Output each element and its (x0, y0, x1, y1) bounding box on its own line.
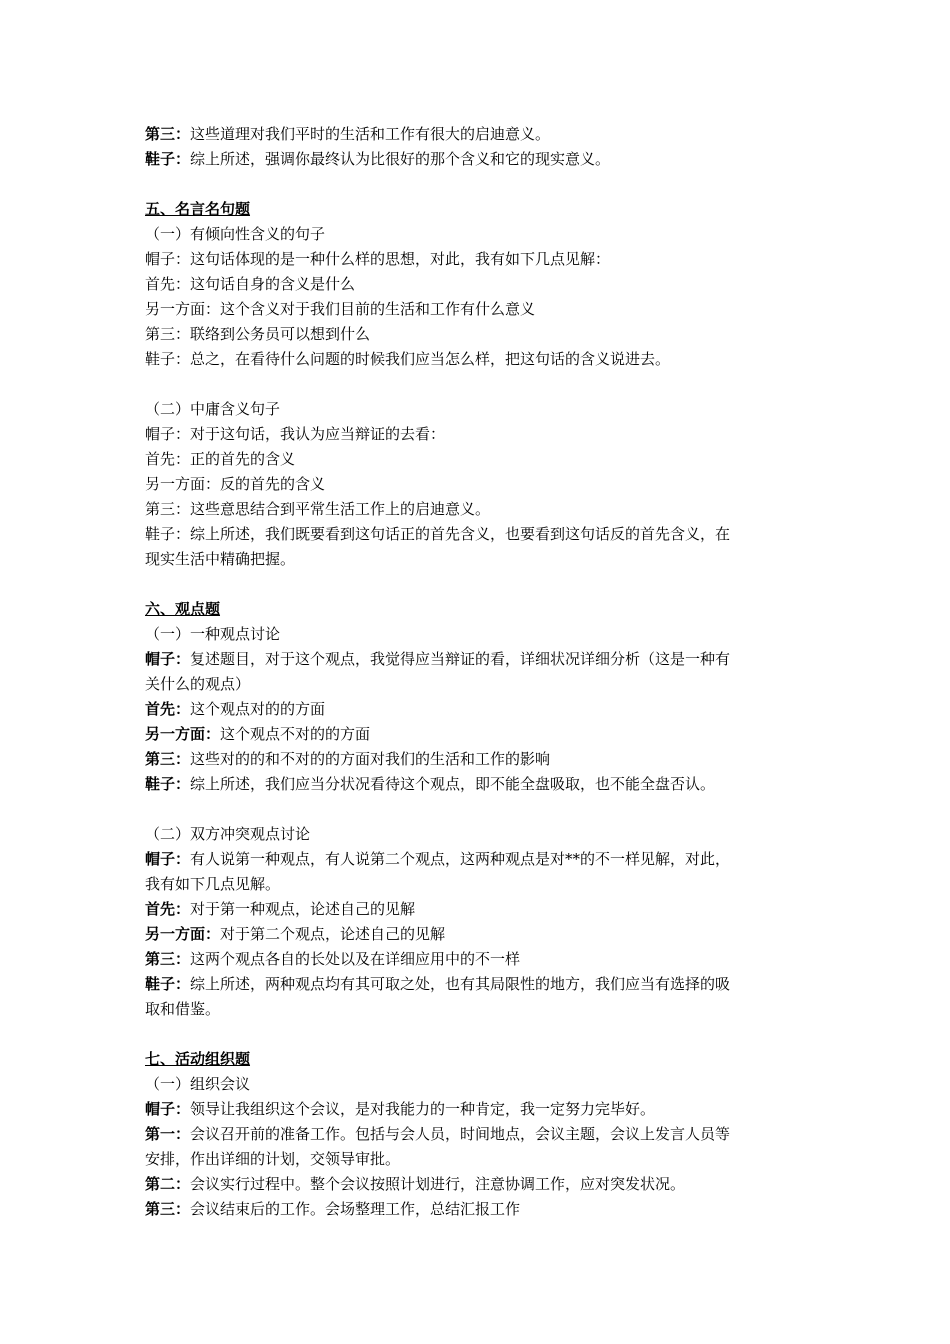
text-line (145, 872, 813, 897)
text-line (145, 147, 813, 172)
section-heading: 七、活动组织题 (145, 1050, 251, 1068)
text-line (145, 1097, 813, 1122)
text-line (145, 522, 813, 547)
line-text: 这个观点不对的的方面 (220, 725, 371, 743)
text-line (145, 272, 813, 297)
text-line (145, 497, 813, 522)
line-text: 现实生活中精确把握。 (145, 550, 296, 568)
text-line (145, 747, 813, 772)
line-text: 综上所述，强调你最终认为比很好的那个含义和它的现实意义。 (190, 150, 611, 168)
text-line (145, 897, 813, 922)
line-label: 第三： (145, 1200, 191, 1218)
line-text: 鞋子：总之，在看待什么问题的时候我们应当怎么样，把这句话的含义说进去。 (145, 350, 671, 368)
text-line (145, 647, 813, 672)
blank-line (145, 1022, 813, 1047)
line-text: 会议召开前的准备工作。包括与会人员，时间地点，会议主题，会议上发言人员等 (190, 1125, 731, 1143)
text-line (145, 347, 813, 372)
text-line (145, 247, 813, 272)
line-text: 有人说第一种观点，有人说第二个观点，这两种观点是对**的不一样见解，对此， (190, 850, 731, 868)
line-label: 鞋子： (145, 775, 191, 793)
text-line (145, 772, 813, 797)
text-line (145, 122, 813, 147)
line-text: 会议实行过程中。整个会议按照计划进行，注意协调工作，应对突发状况。 (190, 1175, 686, 1193)
text-line (145, 922, 813, 947)
text-line (145, 847, 813, 872)
text-line (145, 322, 813, 347)
line-text: 综上所述，我们应当分状况看待这个观点，即不能全盘吸取，也不能全盘否认。 (190, 775, 716, 793)
line-label: 鞋子： (145, 975, 191, 993)
line-text: 复述题目，对于这个观点，我觉得应当辩证的看，详细状况详细分析（这是一种有 (190, 650, 731, 668)
line-text: 对于第一种观点，论述自己的见解 (190, 900, 416, 918)
line-text: 首先：这句话自身的含义是什么 (145, 275, 356, 293)
text-line (145, 1072, 813, 1097)
text-line (145, 547, 813, 572)
line-label: 帽子： (145, 850, 191, 868)
line-text: （一）组织会议 (145, 1075, 251, 1093)
text-line (145, 697, 813, 722)
text-line (145, 972, 813, 997)
line-text: 取和借鉴。 (145, 1000, 221, 1018)
section-heading: 六、观点题 (145, 600, 221, 618)
line-label: 另一方面： (145, 925, 221, 943)
text-line (145, 1147, 813, 1172)
text-line (145, 397, 813, 422)
line-label: 第三： (145, 950, 191, 968)
blank-line (145, 172, 813, 197)
document-page (145, 122, 813, 1222)
line-text: 第三：联络到公务员可以想到什么 (145, 325, 371, 343)
text-line (145, 222, 813, 247)
line-text: （二）双方冲突观点讨论 (145, 825, 311, 843)
line-label: 鞋子： (145, 150, 191, 168)
text-line (145, 447, 813, 472)
line-label: 第三： (145, 750, 191, 768)
line-text: 这个观点对的的方面 (190, 700, 326, 718)
line-text: 另一方面：反的首先的含义 (145, 475, 326, 493)
line-label: 帽子： (145, 1100, 191, 1118)
blank-line (145, 572, 813, 597)
text-line (145, 722, 813, 747)
line-text: 关什么的观点） (145, 675, 251, 693)
text-line (145, 822, 813, 847)
line-text: 综上所述，两种观点均有其可取之处，也有其局限性的地方，我们应当有选择的吸 (190, 975, 731, 993)
line-text: 对于第二个观点，论述自己的见解 (220, 925, 446, 943)
line-text: 会议结束后的工作。会场整理工作，总结汇报工作 (190, 1200, 521, 1218)
text-line (145, 297, 813, 322)
line-text: 帽子：对于这句话，我认为应当辩证的去看： (145, 425, 446, 443)
line-text: 这些道理对我们平时的生活和工作有很大的启迪意义。 (190, 125, 551, 143)
text-line (145, 997, 813, 1022)
line-label: 第二： (145, 1175, 191, 1193)
text-line (145, 672, 813, 697)
section-heading: 五、名言名句题 (145, 200, 251, 218)
line-text: （一）有倾向性含义的句子 (145, 225, 326, 243)
line-text: 领导让我组织这个会议，是对我能力的一种肯定，我一定努力完毕好。 (190, 1100, 656, 1118)
line-text: 安排，作出详细的计划，交领导审批。 (145, 1150, 401, 1168)
line-text: （一）一种观点讨论 (145, 625, 281, 643)
line-text: 这两个观点各自的长处以及在详细应用中的不一样 (190, 950, 521, 968)
line-text: 第三：这些意思结合到平常生活工作上的启迪意义。 (145, 500, 491, 518)
text-line (145, 422, 813, 447)
blank-line (145, 372, 813, 397)
line-label: 另一方面： (145, 725, 221, 743)
line-text: 我有如下几点见解。 (145, 875, 281, 893)
line-text: 另一方面：这个含义对于我们目前的生活和工作有什么意义 (145, 300, 536, 318)
line-text: （二）中庸含义句子 (145, 400, 281, 418)
text-line (145, 1197, 813, 1222)
text-line (145, 622, 813, 647)
line-text: 这些对的的和不对的的方面对我们的生活和工作的影响 (190, 750, 551, 768)
line-label: 第一： (145, 1125, 191, 1143)
line-label: 首先： (145, 700, 191, 718)
text-line (145, 947, 813, 972)
text-line (145, 1172, 813, 1197)
blank-line (145, 797, 813, 822)
line-text: 首先：正的首先的含义 (145, 450, 296, 468)
line-text: 帽子：这句话体现的是一种什么样的思想，对此，我有如下几点见解： (145, 250, 611, 268)
line-label: 帽子： (145, 650, 191, 668)
line-label: 第三： (145, 125, 191, 143)
line-label: 首先： (145, 900, 191, 918)
text-line (145, 1122, 813, 1147)
line-text: 鞋子：综上所述，我们既要看到这句话正的首先含义，也要看到这句话反的首先含义，在 (145, 525, 731, 543)
text-line (145, 472, 813, 497)
